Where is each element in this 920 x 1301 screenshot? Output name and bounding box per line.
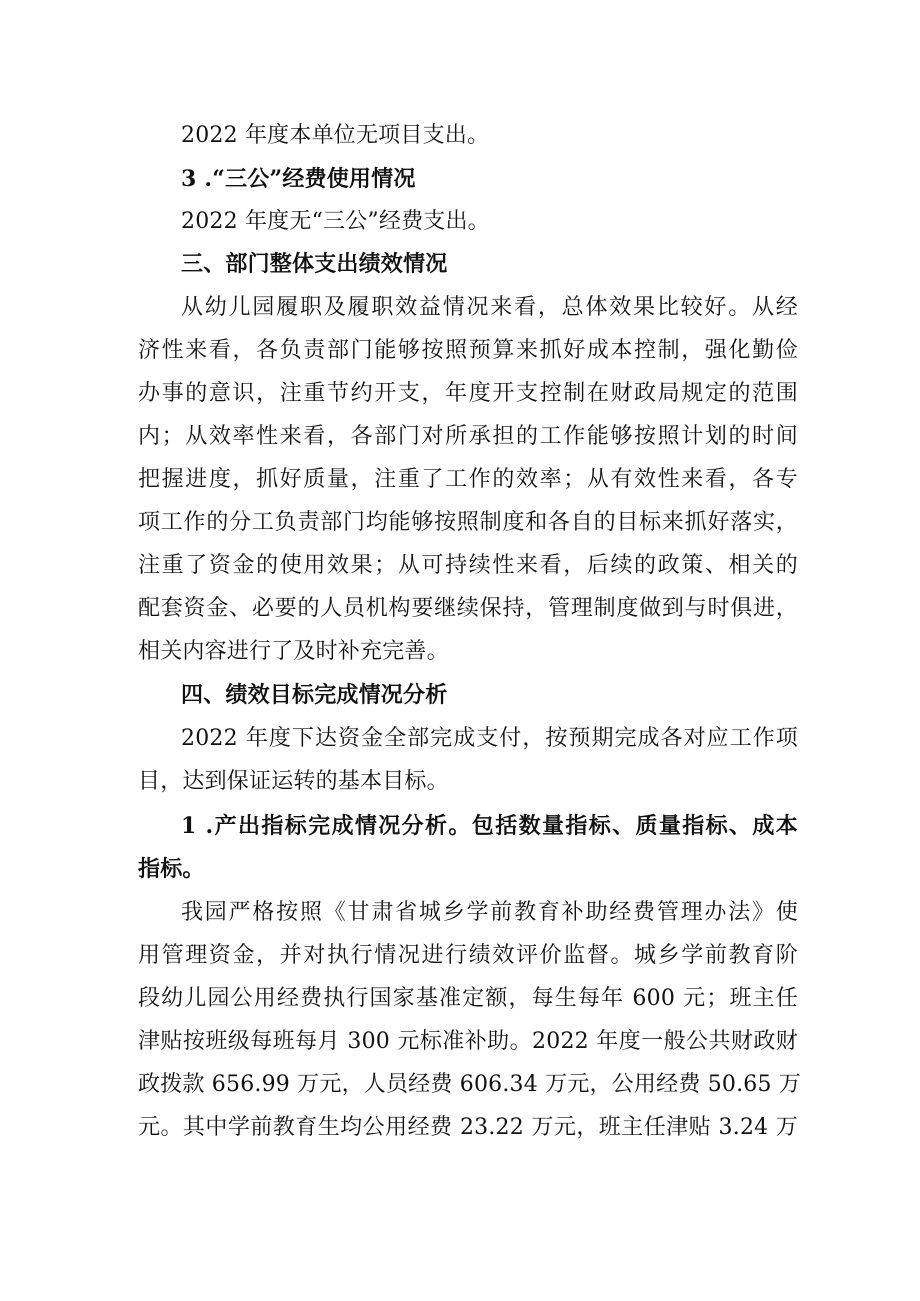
funding-paragraph-line-2: 用管理资金，并对执行情况进行绩效评价监督。城乡学前教育阶 bbox=[138, 943, 798, 968]
performance-paragraph-line-6: 项工作的分工负责部门均能够按照制度和各自的目标来抓好落实， bbox=[138, 510, 798, 535]
goal-paragraph-line-2: 目，达到保证运转的基本目标。 bbox=[138, 769, 449, 794]
funding-paragraph-line-5: 政拨款 656.99 万元，人员经费 606.34 万元，公用经费 50.65 万 bbox=[138, 1072, 802, 1097]
performance-paragraph-line-1: 从幼儿园履职及履职效益情况来看，总体效果比较好。从经 bbox=[181, 295, 798, 320]
subheading-three-public-expenses: 3 .“三公”经费使用情况 bbox=[181, 166, 416, 192]
paragraph-no-three-public-expenses: 2022 年度无“三公”经费支出。 bbox=[181, 209, 490, 234]
funding-paragraph-line-3: 段幼儿园公用经费执行国家基准定额，每生每年 600 元；班主任 bbox=[138, 986, 798, 1011]
funding-paragraph-line-4: 津贴按班级每班每月 300 元标准补助。2022 年度一般公共财政财 bbox=[138, 1029, 798, 1054]
performance-paragraph-line-7: 注重了资金的使用效果；从可持续性来看，后续的政策、相关的 bbox=[138, 553, 798, 578]
output-indicator-heading-line-2: 指标。 bbox=[138, 856, 205, 882]
section-heading-3: 三、部门整体支出绩效情况 bbox=[181, 252, 448, 277]
performance-paragraph-line-9: 相关内容进行了及时补充完善。 bbox=[138, 639, 449, 664]
performance-paragraph-line-2: 济性来看，各负责部门能够按照预算来抓好成本控制，强化勤俭 bbox=[138, 338, 798, 363]
paragraph-no-project-expenditure: 2022 年度本单位无项目支出。 bbox=[181, 123, 490, 148]
funding-paragraph-line-1: 我园严格按照《甘肃省城乡学前教育补助经费管理办法》使 bbox=[181, 900, 798, 925]
output-indicator-heading-line-1: 1 .产出指标完成情况分析。包括数量指标、质量指标、成本 bbox=[181, 813, 798, 839]
goal-paragraph-line-1: 2022 年度下达资金全部完成支付，按预期完成各对应工作项 bbox=[181, 726, 798, 751]
performance-paragraph-line-5: 把握进度，抓好质量，注重了工作的效率；从有效性来看，各专 bbox=[138, 467, 798, 492]
performance-paragraph-line-8: 配套资金、必要的人员机构要继续保持，管理制度做到与时俱进， bbox=[138, 596, 798, 621]
performance-paragraph-line-4: 内；从效率性来看，各部门对所承担的工作能够按照计划的时间 bbox=[138, 424, 798, 449]
funding-paragraph-line-6: 元。其中学前教育生均公用经费 23.22 万元，班主任津贴 3.24 万 bbox=[138, 1115, 798, 1140]
section-heading-4: 四、绩效目标完成情况分析 bbox=[181, 683, 448, 708]
performance-paragraph-line-3: 办事的意识，注重节约开支，年度开支控制在财政局规定的范围 bbox=[138, 381, 798, 406]
